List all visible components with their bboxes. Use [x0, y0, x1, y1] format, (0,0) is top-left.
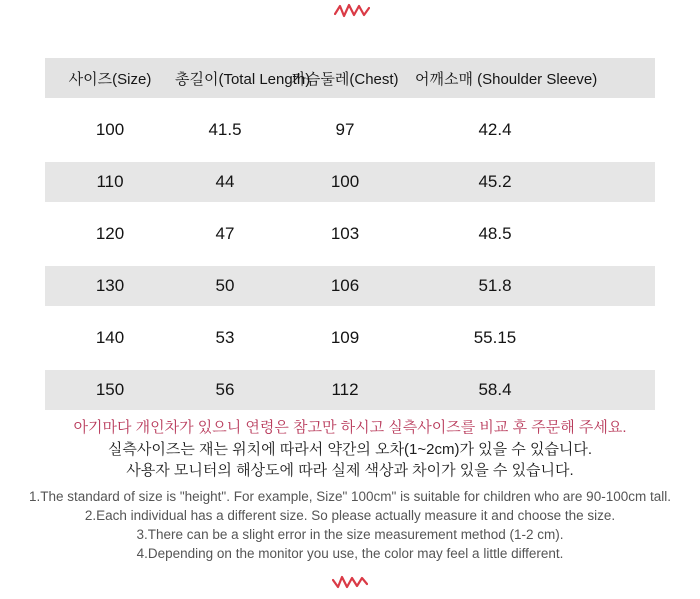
notice-korean-measure: 실측사이즈는 재는 위치에 따라서 약간의 오차(1~2cm)가 있을 수 있습니다. [107, 441, 593, 458]
image-cut-zigzag-icon [334, 3, 370, 24]
table-cell-total-length: 56 [215, 380, 235, 399]
notes-block [0, 417, 700, 563]
table-row [45, 370, 655, 410]
note-english-2: 2.Each individual has a different size. So please actually measure it and choose the size. [84, 508, 616, 523]
table-cell-chest: 100 [330, 172, 360, 191]
table-cell-chest: 103 [330, 224, 360, 243]
table-cell-chest: 97 [335, 120, 355, 139]
table-cell-total-length: 47 [215, 224, 235, 243]
table-row [45, 214, 655, 254]
table-cell-chest: 112 [331, 380, 359, 399]
table-cell-size: 130 [95, 276, 125, 295]
table-header-row [45, 58, 655, 98]
table-cell-shoulder-sleeve: 48.5 [478, 224, 512, 243]
image-cut-zigzag-icon [332, 574, 368, 595]
note-english-4: 4.Depending on the monitor you use, the color may feel a little different. [136, 546, 564, 561]
table-cell-chest: 109 [330, 328, 360, 347]
column-header-shoulder-sleeve: 어깨소매 (Shoulder Sleeve) [415, 70, 598, 88]
table-cell-shoulder-sleeve: 42.4 [478, 120, 512, 139]
note-english-1: 1.The standard of size is "height". For example, Size" 100cm" is suitable for children who are 90-100cm tall. [29, 489, 671, 504]
notice-korean-red: 아기마다 개인차가 있으니 연령은 참고만 하시고 실측사이즈를 비교 후 주문해 주세요. [73, 419, 627, 436]
column-header-size: 사이즈(Size) [68, 70, 152, 88]
table-cell-size: 100 [95, 120, 125, 139]
table-cell-shoulder-sleeve: 55.15 [473, 328, 517, 347]
table-cell-size: 110 [96, 172, 124, 191]
table-cell-shoulder-sleeve: 51.8 [478, 276, 512, 295]
column-header-chest: 가슴둘레(Chest) [291, 70, 399, 88]
table-row [45, 266, 655, 306]
table-cell-total-length: 53 [215, 328, 235, 347]
table-cell-total-length: 50 [215, 276, 235, 295]
table-cell-size: 120 [95, 224, 125, 243]
table-cell-size: 150 [95, 380, 125, 399]
column-header-total-length: 총길이(Total Length) [175, 70, 311, 88]
table-cell-shoulder-sleeve: 45.2 [478, 172, 512, 191]
table-cell-shoulder-sleeve: 58.4 [478, 380, 512, 399]
notice-korean-monitor: 사용자 모니터의 해상도에 따라 실제 색상과 차이가 있을 수 있습니다. [126, 462, 574, 479]
table-cell-total-length: 44 [215, 172, 235, 191]
table-cell-total-length: 41.5 [208, 120, 242, 139]
notes-english [0, 487, 700, 563]
table-cell-chest: 106 [330, 276, 360, 295]
size-table [45, 58, 655, 410]
note-english-3: 3.There can be a slight error in the size measurement method (1-2 cm). [136, 527, 564, 542]
table-row [45, 318, 655, 358]
table-row [45, 162, 655, 202]
table-row [45, 110, 655, 150]
table-cell-size: 140 [95, 328, 125, 347]
